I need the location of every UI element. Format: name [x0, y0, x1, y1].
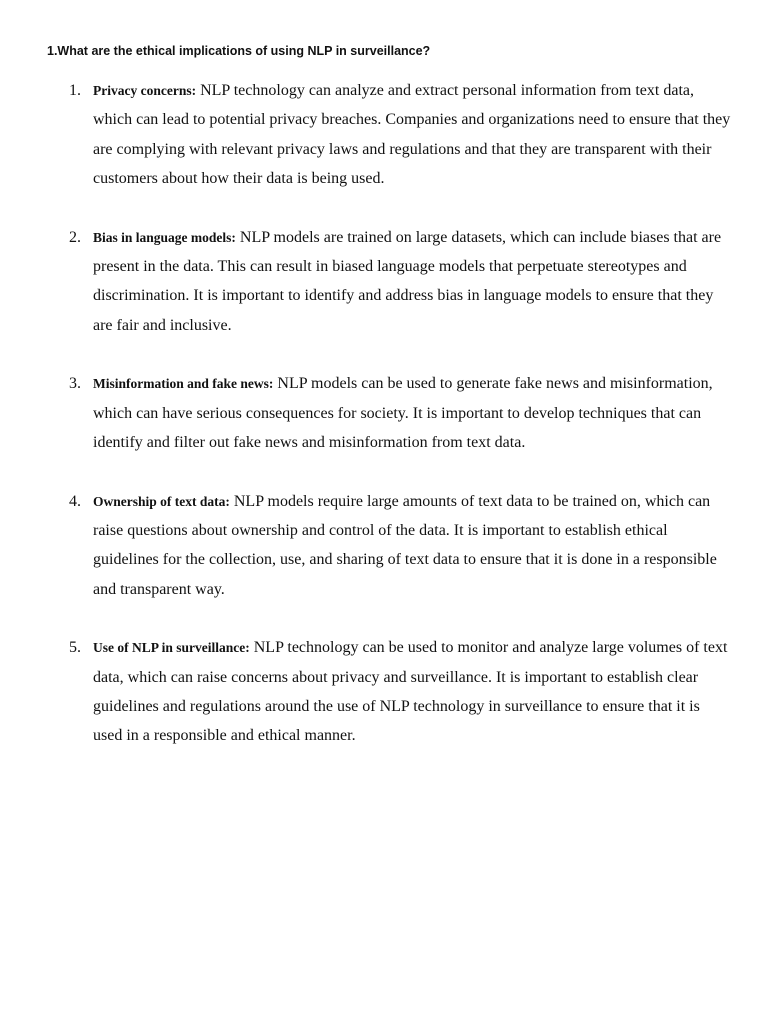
list-item-text [93, 223, 733, 340]
list-item [0, 223, 768, 340]
list-item [0, 76, 768, 193]
list-item-body: NLP technology can be used to monitor and analyze large volumes of text data, which can raise concerns about privacy and surveillance. It is important to establish clear guidelines and regulations around the use of NLP technology in surveillance to ensure that it is used in a responsible and ethical manner. [93, 639, 728, 745]
list-item-number: 5. [69, 639, 81, 657]
list-item-text [93, 633, 733, 750]
list-item-number: 3. [69, 375, 81, 393]
list-item-body: NLP models are trained on large datasets, which can include biases that are present in the data. This can result in biased language models that perpetuate stereotypes and discrimination. It is important to identify and address bias in language models to ensure that they are fair and inclusive. [93, 228, 722, 334]
list-item-number: 1. [69, 82, 81, 99]
numbered-list [0, 76, 768, 780]
list-item-text [93, 76, 733, 193]
list-item-number: 4. [69, 492, 81, 510]
list-item-body: NLP technology can analyze and extract personal information from text data, which can lead to potential privacy breaches. Companies and organizations need to ensure that they are complying with relevant privacy laws and regulations and that they are transparent with their customers about how their data is being used. [93, 82, 731, 187]
list-item-title: Misinformation and fake news: [93, 376, 274, 392]
list-item-title: Ownership of text data: [93, 493, 230, 509]
list-item-number: 2. [69, 228, 81, 246]
list-item-body: NLP models require large amounts of text data to be trained on, which can raise questions about ownership and control of the data. It is important to establish ethical guidelines for the collection, use, and sharing of text data to ensure that it is done in a responsible and transparent way. [93, 492, 717, 598]
list-item-title: Use of NLP in surveillance: [93, 640, 250, 656]
list-item-body: NLP models can be used to generate fake news and misinformation, which can have serious consequences for society. It is important to develop techniques that can identify and filter out fake news and misinformation from text data. [93, 375, 713, 451]
list-item-text [93, 487, 733, 604]
list-item [0, 369, 768, 457]
document-heading: 1.What are the ethical implications of using NLP in surveillance? [47, 44, 431, 58]
list-item-title: Privacy concerns: [93, 83, 197, 98]
list-item [0, 487, 768, 604]
list-item [0, 633, 768, 750]
list-item-title: Bias in language models: [93, 229, 236, 245]
list-item-text [93, 369, 733, 457]
